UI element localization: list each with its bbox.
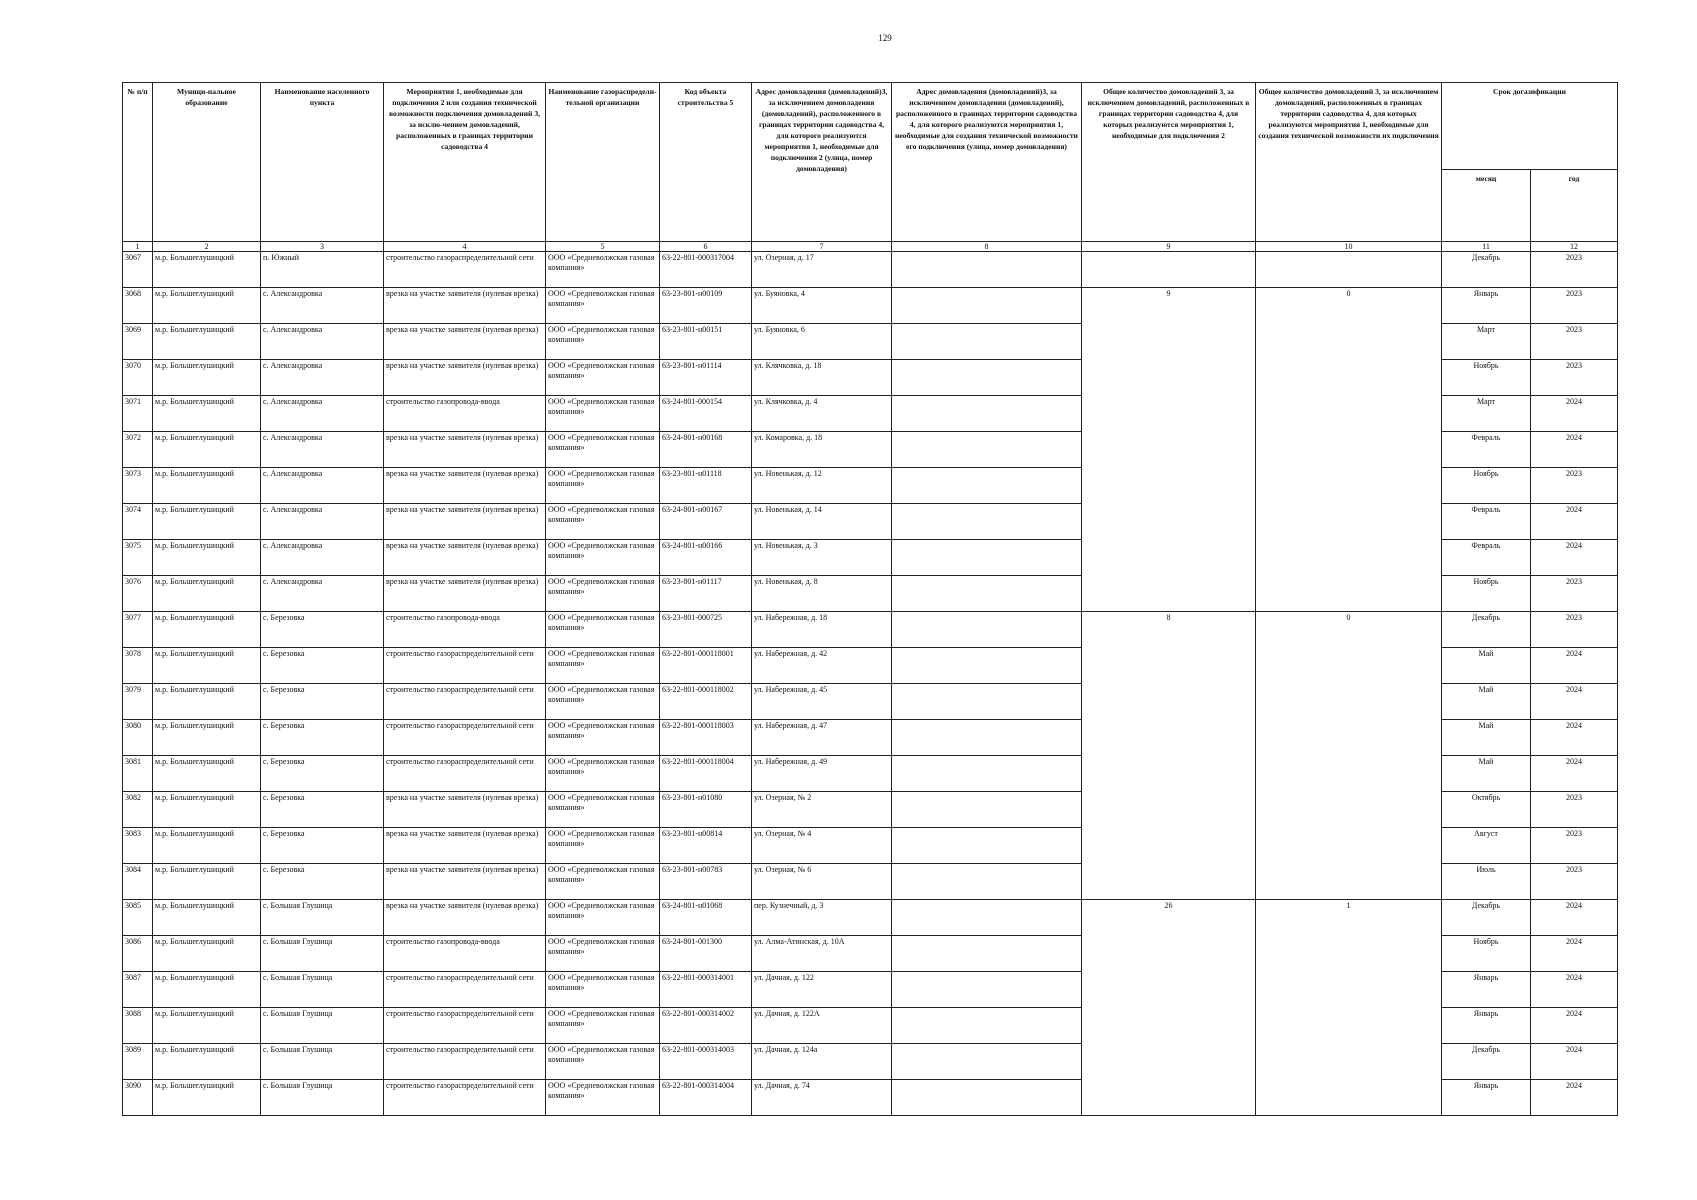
measure-cell: врезка на участке заявителя (нулевая врезка): [384, 576, 546, 612]
gasification-table: [122, 82, 1618, 1116]
month-cell: Декабрь: [1442, 1044, 1531, 1080]
year-cell: 2024: [1531, 432, 1618, 468]
month-cell: Январь: [1442, 288, 1531, 324]
settlement-cell: с. Большая Глушица: [261, 1008, 384, 1044]
header-measures: Мероприятия 1, необходимые для подключения 2 или создания технической возможности подключения домовладений 3, за исклю-чением домовладений, расположенных в границах территории садоводства 4: [384, 83, 546, 242]
total-connection-cell: 8: [1082, 612, 1256, 900]
column-number: 5: [546, 242, 660, 252]
settlement-cell: с. Большая Глушица: [261, 1080, 384, 1116]
year-cell: 2024: [1531, 1044, 1618, 1080]
object-code-cell: 63-22-801-000314003: [660, 1044, 752, 1080]
table-row: [123, 252, 1618, 288]
address-cell: ул. Буяновка, 4: [752, 288, 892, 324]
organization-cell: ООО «Средневолжская газовая компания»: [546, 540, 660, 576]
month-cell: Ноябрь: [1442, 936, 1531, 972]
measure-cell: врезка на участке заявителя (нулевая врезка): [384, 828, 546, 864]
technical-address-cell: [892, 1008, 1082, 1044]
header-object-code: Код объекта строительства 5: [660, 83, 752, 242]
technical-address-cell: [892, 972, 1082, 1008]
header-address-connection: Адрес домовладения (домовладений)3, за исключением домовладения (домовладений), расположенного в границах территории садоводства 4, для которого реализуются мероприятия 1, необходимые для подключения 2 (улица, номер домовладения): [752, 83, 892, 242]
settlement-cell: с. Александровка: [261, 576, 384, 612]
technical-address-cell: [892, 828, 1082, 864]
address-cell: ул. Дачная, д. 74: [752, 1080, 892, 1116]
object-code-cell: 63-24-801-н00168: [660, 432, 752, 468]
month-cell: Март: [1442, 396, 1531, 432]
total-technical-cell: 0: [1256, 612, 1442, 900]
year-cell: 2024: [1531, 900, 1618, 936]
object-code-cell: 63-22-801-000118003: [660, 720, 752, 756]
technical-address-cell: [892, 576, 1082, 612]
total-technical-cell: [1256, 252, 1442, 288]
organization-cell: ООО «Средневолжская газовая компания»: [546, 1008, 660, 1044]
row-number: 3088: [123, 1008, 153, 1044]
measure-cell: врезка на участке заявителя (нулевая врезка): [384, 864, 546, 900]
year-cell: 2023: [1531, 864, 1618, 900]
municipality-cell: м.р. Большеглушицкий: [153, 1080, 261, 1116]
year-cell: 2024: [1531, 720, 1618, 756]
address-cell: ул. Новенькая, д. 3: [752, 540, 892, 576]
technical-address-cell: [892, 792, 1082, 828]
object-code-cell: 63-23-801-н00109: [660, 288, 752, 324]
organization-cell: ООО «Средневолжская газовая компания»: [546, 756, 660, 792]
municipality-cell: м.р. Большеглушицкий: [153, 504, 261, 540]
settlement-cell: с. Александровка: [261, 432, 384, 468]
municipality-cell: м.р. Большеглушицкий: [153, 828, 261, 864]
measure-cell: строительство газораспределительной сети: [384, 756, 546, 792]
table-row: [123, 900, 1618, 936]
address-cell: ул. Набережная, д. 45: [752, 684, 892, 720]
object-code-cell: 63-24-801-000154: [660, 396, 752, 432]
object-code-cell: 63-24-801-н00166: [660, 540, 752, 576]
object-code-cell: 63-22-801-000314004: [660, 1080, 752, 1116]
header-settlement: Наименование населенного пункта: [261, 83, 384, 242]
row-number: 3081: [123, 756, 153, 792]
year-cell: 2024: [1531, 756, 1618, 792]
measure-cell: строительство газопровода-ввода: [384, 612, 546, 648]
technical-address-cell: [892, 684, 1082, 720]
technical-address-cell: [892, 324, 1082, 360]
month-cell: Октябрь: [1442, 792, 1531, 828]
address-cell: пер. Кузнечный, д. 3: [752, 900, 892, 936]
settlement-cell: с. Александровка: [261, 324, 384, 360]
row-number: 3076: [123, 576, 153, 612]
measure-cell: строительство газораспределительной сети: [384, 1080, 546, 1116]
row-number: 3068: [123, 288, 153, 324]
municipality-cell: м.р. Большеглушицкий: [153, 648, 261, 684]
measure-cell: врезка на участке заявителя (нулевая врезка): [384, 288, 546, 324]
row-number: 3069: [123, 324, 153, 360]
total-connection-cell: [1082, 252, 1256, 288]
municipality-cell: м.р. Большеглушицкий: [153, 900, 261, 936]
year-cell: 2023: [1531, 324, 1618, 360]
month-cell: Ноябрь: [1442, 576, 1531, 612]
total-technical-cell: 0: [1256, 288, 1442, 612]
address-cell: ул. Озерная, № 4: [752, 828, 892, 864]
month-cell: Август: [1442, 828, 1531, 864]
settlement-cell: с. Александровка: [261, 468, 384, 504]
row-number: 3075: [123, 540, 153, 576]
row-number: 3078: [123, 648, 153, 684]
column-number: 4: [384, 242, 546, 252]
measure-cell: врезка на участке заявителя (нулевая врезка): [384, 360, 546, 396]
header-month: месяц: [1442, 170, 1531, 242]
technical-address-cell: [892, 252, 1082, 288]
row-number: 3090: [123, 1080, 153, 1116]
year-cell: 2023: [1531, 360, 1618, 396]
organization-cell: ООО «Средневолжская газовая компания»: [546, 648, 660, 684]
technical-address-cell: [892, 864, 1082, 900]
month-cell: Май: [1442, 648, 1531, 684]
month-cell: Май: [1442, 684, 1531, 720]
column-number: 1: [123, 242, 153, 252]
municipality-cell: м.р. Большеглушицкий: [153, 360, 261, 396]
address-cell: ул. Набережная, д. 18: [752, 612, 892, 648]
total-connection-cell: 9: [1082, 288, 1256, 612]
address-cell: ул. Набережная, д. 47: [752, 720, 892, 756]
total-technical-cell: 1: [1256, 900, 1442, 1116]
object-code-cell: 63-24-801-н00167: [660, 504, 752, 540]
object-code-cell: 63-22-801-000118002: [660, 684, 752, 720]
technical-address-cell: [892, 1080, 1082, 1116]
year-cell: 2024: [1531, 504, 1618, 540]
column-number: 2: [153, 242, 261, 252]
year-cell: 2023: [1531, 468, 1618, 504]
settlement-cell: с. Большая Глушица: [261, 900, 384, 936]
object-code-cell: 63-22-801-000317004: [660, 252, 752, 288]
object-code-cell: 63-23-801-н01118: [660, 468, 752, 504]
row-number: 3086: [123, 936, 153, 972]
total-connection-cell: 26: [1082, 900, 1256, 1116]
organization-cell: ООО «Средневолжская газовая компания»: [546, 936, 660, 972]
month-cell: Март: [1442, 324, 1531, 360]
row-number: 3089: [123, 1044, 153, 1080]
column-number: 6: [660, 242, 752, 252]
address-cell: ул. Новенькая, д. 8: [752, 576, 892, 612]
municipality-cell: м.р. Большеглушицкий: [153, 396, 261, 432]
column-number: 3: [261, 242, 384, 252]
column-number: 10: [1256, 242, 1442, 252]
settlement-cell: с. Александровка: [261, 540, 384, 576]
month-cell: Январь: [1442, 1080, 1531, 1116]
settlement-cell: с. Александровка: [261, 360, 384, 396]
technical-address-cell: [892, 612, 1082, 648]
settlement-cell: с. Березовка: [261, 648, 384, 684]
month-cell: Февраль: [1442, 540, 1531, 576]
table-row: [123, 288, 1618, 324]
object-code-cell: 63-23-801-н00151: [660, 324, 752, 360]
organization-cell: ООО «Средневолжская газовая компания»: [546, 1044, 660, 1080]
address-cell: ул. Алма-Атинская, д. 10А: [752, 936, 892, 972]
month-cell: Декабрь: [1442, 900, 1531, 936]
month-cell: Ноябрь: [1442, 360, 1531, 396]
measure-cell: врезка на участке заявителя (нулевая врезка): [384, 900, 546, 936]
row-number: 3071: [123, 396, 153, 432]
municipality-cell: м.р. Большеглушицкий: [153, 1044, 261, 1080]
organization-cell: ООО «Средневолжская газовая компания»: [546, 612, 660, 648]
row-number: 3067: [123, 252, 153, 288]
municipality-cell: м.р. Большеглушицкий: [153, 612, 261, 648]
organization-cell: ООО «Средневолжская газовая компания»: [546, 468, 660, 504]
year-cell: 2024: [1531, 1008, 1618, 1044]
month-cell: Декабрь: [1442, 252, 1531, 288]
settlement-cell: с. Большая Глушица: [261, 936, 384, 972]
municipality-cell: м.р. Большеглушицкий: [153, 972, 261, 1008]
technical-address-cell: [892, 468, 1082, 504]
row-number: 3083: [123, 828, 153, 864]
row-number: 3073: [123, 468, 153, 504]
header-organization: Наименование газораспредели-тельной организации: [546, 83, 660, 242]
organization-cell: ООО «Средневолжская газовая компания»: [546, 828, 660, 864]
technical-address-cell: [892, 288, 1082, 324]
municipality-cell: м.р. Большеглушицкий: [153, 684, 261, 720]
technical-address-cell: [892, 540, 1082, 576]
month-cell: Январь: [1442, 1008, 1531, 1044]
technical-address-cell: [892, 720, 1082, 756]
technical-address-cell: [892, 900, 1082, 936]
year-cell: 2024: [1531, 1080, 1618, 1116]
address-cell: ул. Озерная, № 2: [752, 792, 892, 828]
settlement-cell: с. Большая Глушица: [261, 1044, 384, 1080]
measure-cell: строительство газопровода-ввода: [384, 396, 546, 432]
organization-cell: ООО «Средневолжская газовая компания»: [546, 576, 660, 612]
object-code-cell: 63-24-801-001300: [660, 936, 752, 972]
measure-cell: строительство газораспределительной сети: [384, 720, 546, 756]
table-body: [123, 252, 1618, 1116]
month-cell: Февраль: [1442, 432, 1531, 468]
month-cell: Июль: [1442, 864, 1531, 900]
year-cell: 2024: [1531, 972, 1618, 1008]
address-cell: ул. Набережная, д. 42: [752, 648, 892, 684]
year-cell: 2023: [1531, 288, 1618, 324]
row-number: 3082: [123, 792, 153, 828]
technical-address-cell: [892, 504, 1082, 540]
address-cell: ул. Набережная, д. 49: [752, 756, 892, 792]
settlement-cell: с. Березовка: [261, 864, 384, 900]
technical-address-cell: [892, 648, 1082, 684]
year-cell: 2024: [1531, 396, 1618, 432]
technical-address-cell: [892, 936, 1082, 972]
organization-cell: ООО «Средневолжская газовая компания»: [546, 720, 660, 756]
row-number: 3072: [123, 432, 153, 468]
header-address-technical: Адрес домовладения (домовладений)3, за исключением домовладения (домовладений), расположенного в границах территории садоводства 4, для которого реализуются мероприятия 1, необходимые для создания технической возможности его подключения (улица, номер домовладения): [892, 83, 1082, 242]
municipality-cell: м.р. Большеглушицкий: [153, 720, 261, 756]
object-code-cell: 63-22-801-000314001: [660, 972, 752, 1008]
municipality-cell: м.р. Большеглушицкий: [153, 936, 261, 972]
measure-cell: строительство газопровода-ввода: [384, 936, 546, 972]
measure-cell: врезка на участке заявителя (нулевая врезка): [384, 504, 546, 540]
header-year: год: [1531, 170, 1618, 242]
municipality-cell: м.р. Большеглушицкий: [153, 468, 261, 504]
technical-address-cell: [892, 432, 1082, 468]
year-cell: 2023: [1531, 612, 1618, 648]
year-cell: 2023: [1531, 576, 1618, 612]
month-cell: Ноябрь: [1442, 468, 1531, 504]
address-cell: ул. Буяновка, 6: [752, 324, 892, 360]
measure-cell: строительство газораспределительной сети: [384, 1044, 546, 1080]
measure-cell: строительство газораспределительной сети: [384, 1008, 546, 1044]
object-code-cell: 63-23-801-н01117: [660, 576, 752, 612]
settlement-cell: с. Березовка: [261, 756, 384, 792]
municipality-cell: м.р. Большеглушицкий: [153, 540, 261, 576]
municipality-cell: м.р. Большеглушицкий: [153, 432, 261, 468]
address-cell: ул. Клячковка, д. 18: [752, 360, 892, 396]
object-code-cell: 63-23-801-н01080: [660, 792, 752, 828]
municipality-cell: м.р. Большеглушицкий: [153, 864, 261, 900]
address-cell: ул. Озерная, д. 17: [752, 252, 892, 288]
municipality-cell: м.р. Большеглушицкий: [153, 252, 261, 288]
organization-cell: ООО «Средневолжская газовая компания»: [546, 792, 660, 828]
settlement-cell: с. Александровка: [261, 396, 384, 432]
column-number-row: [123, 242, 1618, 252]
month-cell: Февраль: [1442, 504, 1531, 540]
organization-cell: ООО «Средневолжская газовая компания»: [546, 972, 660, 1008]
page-number: 129: [878, 33, 892, 43]
row-number: 3079: [123, 684, 153, 720]
organization-cell: ООО «Средневолжская газовая компания»: [546, 1080, 660, 1116]
row-number: 3074: [123, 504, 153, 540]
address-cell: ул. Новенькая, д. 12: [752, 468, 892, 504]
year-cell: 2023: [1531, 792, 1618, 828]
organization-cell: ООО «Средневолжская газовая компания»: [546, 288, 660, 324]
measure-cell: строительство газораспределительной сети: [384, 648, 546, 684]
row-number: 3080: [123, 720, 153, 756]
organization-cell: ООО «Средневолжская газовая компания»: [546, 864, 660, 900]
settlement-cell: с. Александровка: [261, 504, 384, 540]
municipality-cell: м.р. Большеглушицкий: [153, 288, 261, 324]
address-cell: ул. Дачная, д. 124а: [752, 1044, 892, 1080]
object-code-cell: 63-23-801-000725: [660, 612, 752, 648]
header-deadline: Срок догазификации: [1442, 83, 1618, 170]
row-number: 3077: [123, 612, 153, 648]
municipality-cell: м.р. Большеглушицкий: [153, 576, 261, 612]
month-cell: Май: [1442, 756, 1531, 792]
month-cell: Май: [1442, 720, 1531, 756]
municipality-cell: м.р. Большеглушицкий: [153, 1008, 261, 1044]
year-cell: 2023: [1531, 828, 1618, 864]
organization-cell: ООО «Средневолжская газовая компания»: [546, 684, 660, 720]
settlement-cell: п. Южный: [261, 252, 384, 288]
address-cell: ул. Комаровка, д. 18: [752, 432, 892, 468]
measure-cell: строительство газораспределительной сети: [384, 684, 546, 720]
organization-cell: ООО «Средневолжская газовая компания»: [546, 396, 660, 432]
month-cell: Январь: [1442, 972, 1531, 1008]
measure-cell: врезка на участке заявителя (нулевая врезка): [384, 432, 546, 468]
municipality-cell: м.р. Большеглушицкий: [153, 756, 261, 792]
measure-cell: строительство газораспределительной сети: [384, 972, 546, 1008]
organization-cell: ООО «Средневолжская газовая компания»: [546, 360, 660, 396]
settlement-cell: с. Березовка: [261, 828, 384, 864]
month-cell: Декабрь: [1442, 612, 1531, 648]
organization-cell: ООО «Средневолжская газовая компания»: [546, 432, 660, 468]
object-code-cell: 63-23-801-н00814: [660, 828, 752, 864]
object-code-cell: 63-24-801-н01068: [660, 900, 752, 936]
technical-address-cell: [892, 396, 1082, 432]
organization-cell: ООО «Средневолжская газовая компания»: [546, 324, 660, 360]
object-code-cell: 63-22-801-000314002: [660, 1008, 752, 1044]
column-number: 9: [1082, 242, 1256, 252]
address-cell: ул. Озерная, № 6: [752, 864, 892, 900]
technical-address-cell: [892, 360, 1082, 396]
object-code-cell: 63-23-801-н00783: [660, 864, 752, 900]
address-cell: ул. Клячковка, д. 4: [752, 396, 892, 432]
settlement-cell: с. Березовка: [261, 612, 384, 648]
measure-cell: врезка на участке заявителя (нулевая врезка): [384, 792, 546, 828]
object-code-cell: 63-22-801-000118001: [660, 648, 752, 684]
settlement-cell: с. Березовка: [261, 792, 384, 828]
column-number: 7: [752, 242, 892, 252]
settlement-cell: с. Большая Глушица: [261, 972, 384, 1008]
column-number: 12: [1531, 242, 1618, 252]
organization-cell: ООО «Средневолжская газовая компания»: [546, 252, 660, 288]
row-number: 3070: [123, 360, 153, 396]
row-number: 3085: [123, 900, 153, 936]
year-cell: 2024: [1531, 540, 1618, 576]
address-cell: ул. Дачная, д. 122А: [752, 1008, 892, 1044]
object-code-cell: 63-22-801-000118004: [660, 756, 752, 792]
technical-address-cell: [892, 1044, 1082, 1080]
column-number: 8: [892, 242, 1082, 252]
measure-cell: врезка на участке заявителя (нулевая врезка): [384, 468, 546, 504]
year-cell: 2024: [1531, 684, 1618, 720]
measure-cell: врезка на участке заявителя (нулевая врезка): [384, 324, 546, 360]
municipality-cell: м.р. Большеглушицкий: [153, 792, 261, 828]
settlement-cell: с. Березовка: [261, 720, 384, 756]
year-cell: 2023: [1531, 252, 1618, 288]
year-cell: 2024: [1531, 648, 1618, 684]
year-cell: 2024: [1531, 936, 1618, 972]
organization-cell: ООО «Средневолжская газовая компания»: [546, 504, 660, 540]
municipality-cell: м.р. Большеглушицкий: [153, 324, 261, 360]
object-code-cell: 63-23-801-н01114: [660, 360, 752, 396]
row-number: 3084: [123, 864, 153, 900]
measure-cell: строительство газораспределительной сети: [384, 252, 546, 288]
column-number: 11: [1442, 242, 1531, 252]
address-cell: ул. Новенькая, д. 14: [752, 504, 892, 540]
technical-address-cell: [892, 756, 1082, 792]
header-total-technical: Общее количество домовладений 3, за исключением домовладений, расположенных в границах территории садоводства 4, для которых реализуются мероприятия 1, необходимые для создания технической возможности их подключения: [1256, 83, 1442, 242]
header-total-connection: Общее количество домовладений 3, за исключением домовладений, расположенных в границах территории садоводства 4, для которых реализуются мероприятия 1, необходимые для подключения 2: [1082, 83, 1256, 242]
address-cell: ул. Дачная, д. 122: [752, 972, 892, 1008]
row-number: 3087: [123, 972, 153, 1008]
table-row: [123, 612, 1618, 648]
measure-cell: врезка на участке заявителя (нулевая врезка): [384, 540, 546, 576]
header-no: № п/п: [123, 83, 153, 242]
settlement-cell: с. Александровка: [261, 288, 384, 324]
header-municipality: Муници-пальное образование: [153, 83, 261, 242]
organization-cell: ООО «Средневолжская газовая компания»: [546, 900, 660, 936]
settlement-cell: с. Березовка: [261, 684, 384, 720]
